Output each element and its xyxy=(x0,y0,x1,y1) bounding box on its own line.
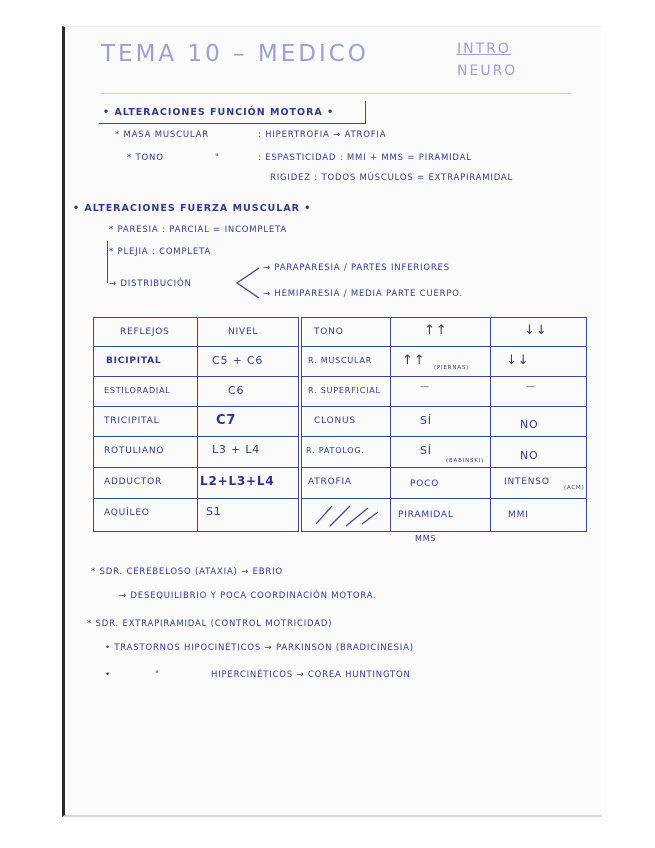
comparison-row-label: R. MUSCULAR xyxy=(308,356,373,365)
note-babinski: (BABINSKI) xyxy=(446,458,485,464)
section1-heading: • ALTERACIONES FUNCIÓN MOTORA • xyxy=(103,107,335,118)
yes: SÍ xyxy=(420,444,432,457)
note-piernas: (PIERNAS) xyxy=(434,365,470,371)
reflex-table xyxy=(93,317,299,532)
distribucion-bracket xyxy=(107,241,108,283)
hemiparesia-line: → HEMIPARESIA / MEDIA PARTE CUERPO. xyxy=(263,289,463,299)
masa-value: : HIPERTROFIA → ATROFIA xyxy=(258,130,387,140)
title-intro: INTRO xyxy=(457,41,511,57)
brace-icon xyxy=(233,265,261,301)
hipocineticos-line: • TRASTORNOS HIPOCINÉTICOS → PARKINSON (BRADICINESIA) xyxy=(105,643,414,653)
reflex-header-reflejos: REFLEJOS xyxy=(120,327,170,337)
plejia-line: * PLEJIA : COMPLETA xyxy=(109,247,212,257)
tono-label: * TONO xyxy=(127,153,164,163)
reflex-cell: ADDUCTOR xyxy=(104,477,163,487)
reflex-cell: ROTULIANO xyxy=(104,446,165,456)
reflex-level: C6 xyxy=(228,384,245,397)
comparison-row-label: CLONUS xyxy=(314,416,356,426)
reflex-cell: AQUÍLEO xyxy=(104,508,150,518)
arrows-up: ↑↑ xyxy=(424,323,448,338)
comparison-row-label: R. SUPERFICIAL xyxy=(308,386,381,395)
reflex-level: C7 xyxy=(216,413,237,428)
distribucion-label: → DISTRIBUCIÓN xyxy=(109,279,192,289)
page-title: TEMA 10 – MEDICO xyxy=(101,41,369,67)
comparison-row-label: TONO xyxy=(314,327,344,337)
reflex-cell: ESTILORADIAL xyxy=(104,386,171,395)
hipercineticos-line: HIPERCINÉTICOS → COREA HUNTINGTON xyxy=(211,670,411,680)
paraparesia-line: → PARAPARESIA / PARTES INFERIORES xyxy=(263,263,450,273)
no: NO xyxy=(520,449,539,462)
poco: POCO xyxy=(410,479,440,489)
arrows-down: ↓↓ xyxy=(506,353,530,368)
reflex-cell: TRICIPITAL xyxy=(104,416,160,426)
reflex-header-nivel: NIVEL xyxy=(228,327,259,337)
tono-value-2: RIGIDEZ : TODOS MÚSCULOS = EXTRAPIRAMIDAL xyxy=(270,173,514,183)
reflex-cell: BICIPITAL xyxy=(106,356,162,366)
reflex-level: S1 xyxy=(206,505,222,518)
hatch-icon xyxy=(312,502,382,528)
note-acm: (ACM) xyxy=(564,485,585,491)
reflex-level: L3 + L4 xyxy=(212,443,261,456)
masa-label: * MASA MUSCULAR xyxy=(115,130,209,140)
mmi-label: MMI xyxy=(508,510,529,520)
hipercineticos-bullet: • xyxy=(105,670,111,680)
section2-heading: • ALTERACIONES FUERZA MUSCULAR • xyxy=(73,203,312,214)
mms-label: MMS xyxy=(415,534,437,543)
no: NO xyxy=(520,418,539,431)
tono-ditto: " xyxy=(215,153,220,163)
title-neuro: NEURO xyxy=(457,63,518,79)
arrows-down: ↓↓ xyxy=(524,323,548,338)
notebook-page xyxy=(62,26,601,817)
arrows-up: ↑↑ xyxy=(402,353,426,368)
comparison-table xyxy=(301,317,587,532)
cerebeloso-line: * SDR. CEREBELOSO (ATAXIA) → EBRIO xyxy=(91,567,283,577)
hipercineticos-ditto: " xyxy=(155,670,160,680)
yes: SÍ xyxy=(420,414,432,427)
comparison-row-label: R. PATOLOG. xyxy=(306,446,365,455)
title-rule xyxy=(101,93,571,94)
dash: — xyxy=(420,382,430,392)
piramidal-label: PIRAMIDAL xyxy=(398,510,454,520)
comparison-row-label: ATROFIA xyxy=(308,477,352,487)
reflex-level: C5 + C6 xyxy=(212,354,264,367)
tono-value-1: : ESPASTICIDAD : MMI + MMS = PIRAMIDAL xyxy=(258,153,472,163)
paresia-line: * PARESIA : PARCIAL = INCOMPLETA xyxy=(109,225,288,235)
dash: — xyxy=(526,382,536,392)
extrapiramidal-line: * SDR. EXTRAPIRAMIDAL (CONTROL MOTRICIDAD) xyxy=(87,619,333,629)
desequilibrio-line: → DESEQUILIBRIO Y POCA COORDINACIÓN MOTORA. xyxy=(119,591,377,601)
intenso: INTENSO xyxy=(504,477,550,487)
section1-frame xyxy=(99,101,366,124)
reflex-level: L2+L3+L4 xyxy=(200,474,275,488)
